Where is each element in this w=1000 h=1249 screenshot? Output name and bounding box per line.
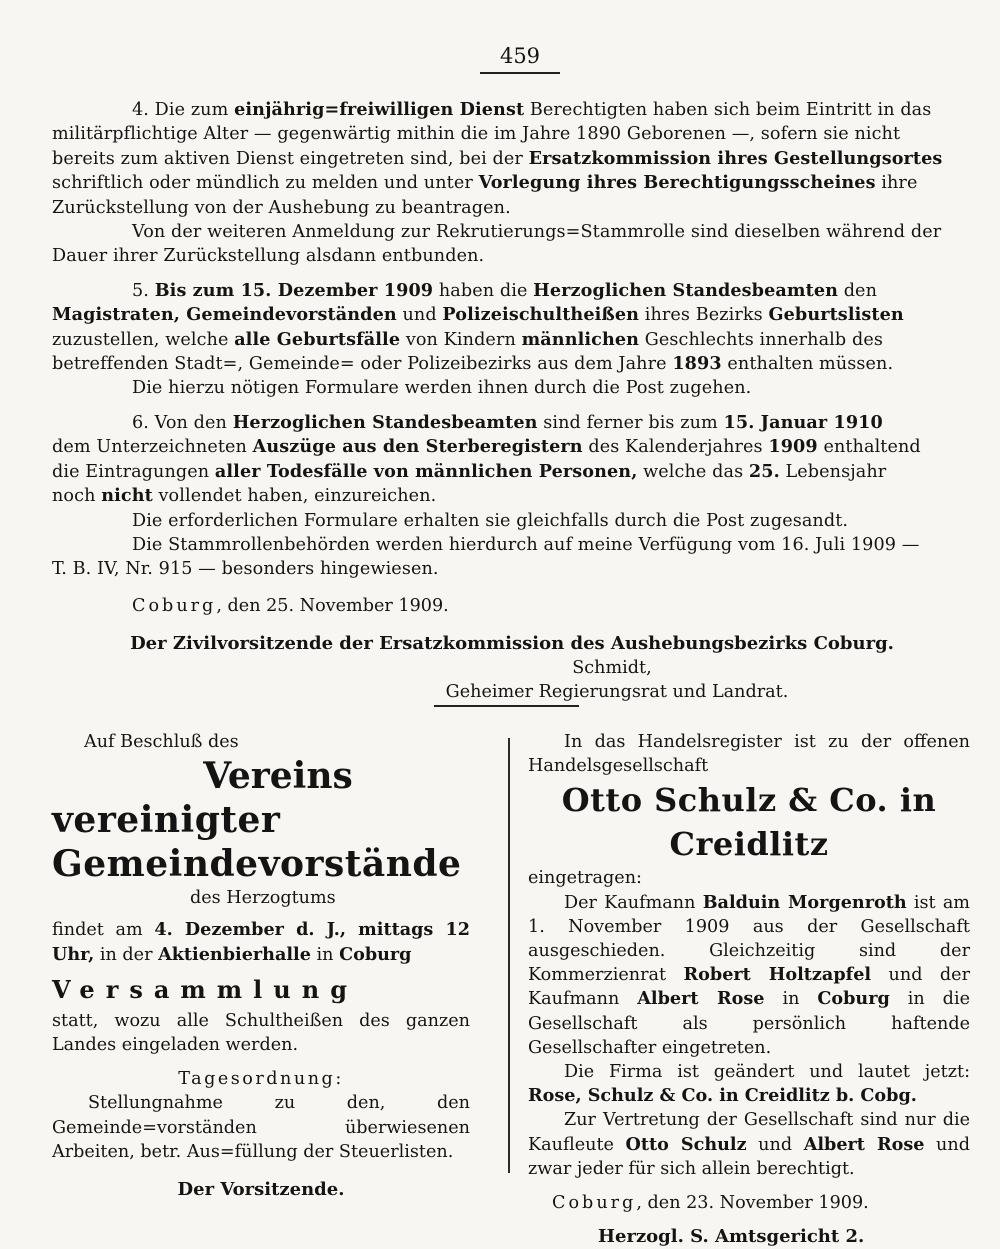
section-4-line-2: militärpflichtige Alter — gegenwärtig mithin die im Jahre 1890 Geborenen —, sofern sie nicht — [52, 124, 901, 145]
signature-top-role: Geheimer Regierungsrat und Landrat. — [445, 681, 789, 702]
section-4-line-1: 4. Die zum einjährig=freiwilligen Dienst Berechtigten haben sich beim Eintritt in das — [132, 99, 932, 120]
left-agenda-text: Stellungnahme zu den, den Gemeinde=vorständen überwiesenen Arbeiten, betr. Aus=füllung der Steuerlisten. — [52, 1093, 470, 1162]
column-divider — [508, 738, 510, 1173]
section-5-line-1: 5. Bis zum 15. Dezember 1909 haben die Herzoglichen Standesbeamten den — [132, 279, 877, 301]
dateline-top — [132, 594, 972, 618]
left-spaced-heading: Versammlung — [52, 974, 358, 1004]
section-5-line-4: betreffenden Stadt=, Gemeinde= oder Polizeibezirks aus dem Jahre 1893 enthalten müssen. — [52, 353, 894, 375]
section-5-para2: Die hierzu nötigen Formulare werden ihnen durch die Post zugehen. — [132, 378, 752, 399]
section-6-para3-line-1: Die Stammrollenbehörden werden hierdurch auf meine Verfügung vom 16. Juli 1909 — — [132, 534, 920, 555]
dateline-top-city: Coburg — [132, 595, 217, 616]
main-text-block — [52, 98, 972, 704]
right-dateline-date: , den 23. November 1909. — [636, 1193, 869, 1214]
left-intro: Auf Beschluß des — [84, 732, 239, 752]
signature-top-name: Schmidt, — [572, 657, 652, 678]
dateline-top-date: , den 25. November 1909. — [216, 595, 449, 616]
page-number: 459 — [499, 44, 541, 68]
right-signature: Herzogl. S. Amtsgericht 2. — [598, 1226, 865, 1248]
left-body: findet am 4. Dezember d. J., mittags 12 Uhr, in der Aktienbierhalle in Coburg — [52, 919, 470, 965]
left-body-2: statt, wozu alle Schultheißen des ganzen Landes eingeladen werden. — [52, 1010, 470, 1056]
section-4 — [52, 98, 972, 269]
right-paragraph-1: Der Kaufmann Balduin Morgenroth ist am 1. November 1909 aus der Gesellschaft ausgeschieden. Gleichzeitig sind der Kommerzienrat Robert Holtzapfel und der Kaufmann Albert Rose in Coburg in die Gesellschaft als persönlich haftende Gesellschafter eingetreten. — [528, 891, 970, 1058]
left-heading-1: Vereins — [203, 755, 353, 798]
section-6 — [52, 411, 972, 582]
right-paragraph-3: Zur Vertretung der Gesellschaft sind nur die Kaufleute Otto Schulz und Albert Rose und zwar jeder für sich allein berechtigt. — [528, 1110, 970, 1179]
page-number-underline — [480, 72, 560, 74]
right-intro: In das Handelsregister ist zu der offenen Handelsgesellschaft — [528, 732, 970, 777]
right-paragraph-2: Die Firma ist geändert und lautet jetzt: Rose, Schulz & Co. in Creidlitz b. Cobg. — [528, 1062, 970, 1107]
section-6-para3-line-2: T. B. IV, Nr. 915 — besonders hingewiesen. — [52, 559, 439, 580]
section-4-line-4: schriftlich oder mündlich zu melden und unter Vorlegung ihres Berechtigungsscheines ihre — [52, 172, 918, 194]
section-divider — [434, 705, 579, 707]
section-6-line-4: noch nicht vollendet haben, einzureichen. — [52, 485, 437, 507]
section-5 — [52, 279, 972, 401]
section-6-line-2: dem Unterzeichneten Auszüge aus den Sterberegistern des Kalenderjahres 1909 enthaltend — [52, 436, 921, 458]
section-5-line-2: Magistraten, Gemeindevorständen und Polizeischultheißen ihres Bezirks Geburtslisten — [52, 304, 904, 326]
left-agenda-title: Tagesordnung: — [178, 1069, 344, 1090]
section-6-line-1: 6. Von den Herzoglichen Standesbeamten sind ferner bis zum 15. Januar 1910 — [132, 411, 883, 433]
right-registered: eingetragen: — [528, 868, 642, 889]
section-6-line-3: die Eintragungen aller Todesfälle von männlichen Personen, welche das 25. Lebensjahr — [52, 460, 887, 482]
section-4-line-3: bereits zum aktiven Dienst eingetreten sind, bei der Ersatzkommission ihres Gestellungsortes — [52, 147, 943, 169]
section-4-para2-line-1: Von der weiteren Anmeldung zur Rekrutierungs=Stammrolle sind dieselben während der — [132, 222, 942, 243]
section-4-line-5: Zurückstellung von der Aushebung zu beantragen. — [52, 197, 511, 218]
left-notice — [52, 730, 470, 1202]
right-dateline-city: Coburg — [552, 1193, 637, 1214]
left-heading-3: des Herzogtums — [190, 888, 336, 909]
section-6-para2: Die erforderlichen Formulare erhalten sie gleichfalls durch die Post zugesandt. — [132, 510, 849, 531]
section-5-line-3: zuzustellen, welche alle Geburtsfälle von Kindern männlichen Geschlechts innerhalb des — [52, 328, 883, 350]
right-notice — [528, 730, 970, 1249]
left-heading-2: vereinigter Gemeindevorstände — [52, 799, 462, 886]
right-dateline — [552, 1191, 970, 1215]
section-4-para2-line-2: Dauer ihrer Zurückstellung alsdann entbunden. — [52, 246, 485, 267]
right-company: Otto Schulz & Co. in Creidlitz — [561, 781, 937, 864]
signature-top-title: Der Zivilvorsitzende der Ersatzkommission des Aushebungsbezirks Coburg. — [130, 632, 894, 654]
left-signature: Der Vorsitzende. — [177, 1179, 345, 1201]
